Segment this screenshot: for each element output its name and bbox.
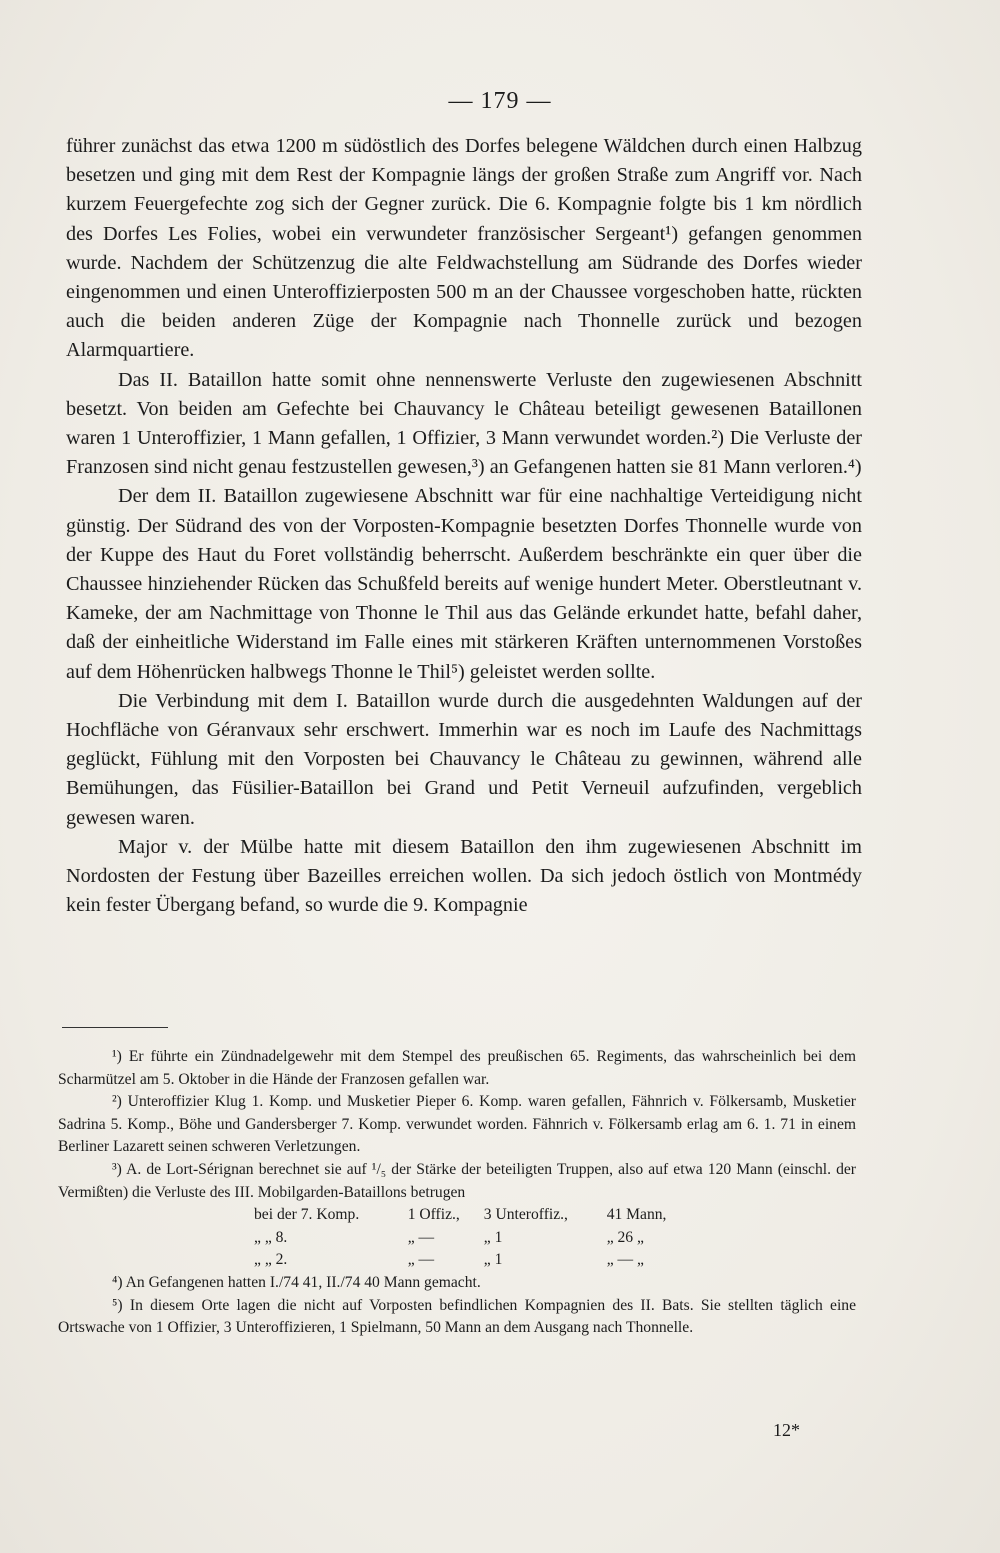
footnote-3-loss-table <box>254 1204 694 1272</box>
table-cell: „ — <box>407 1228 435 1246</box>
signature-mark: 12* <box>773 1420 800 1440</box>
table-cell: 41 Mann, <box>606 1206 667 1224</box>
paragraph-2: Das II. Bataillon hatte somit ohne nennenswerte Verluste den zugewiesenen Abschnitt besetzt. Von beiden am Gefechte bei Chauvancy le Château beteiligt gewesenen Bataillonen waren 1 Unteroffizier, 1 Mann gefallen, 1 Offizier, 3 Mann verwundet worden.²) Die Verluste der Franzosen sind nicht genau festzustellen gewesen,³) an Gefangenen hatten sie 81 Mann verloren.⁴) <box>66 368 862 479</box>
page-number: — 179 — <box>448 88 552 114</box>
footnote-5: ⁵) In diesem Orte lagen die nicht auf Vorposten befindlichen Kompagnien des II. Bats. Sie stellten täglich eine Ortswache von 1 Offizier, 3 Unteroffizieren, 1 Spielmann, 50 Mann an dem Ausgang nach Thonnelle. <box>58 1296 856 1337</box>
table-cell: „ — <box>407 1251 435 1269</box>
table-cell: 1 Offiz., <box>407 1206 460 1224</box>
page-number-header <box>0 88 1000 115</box>
table-cell: „ „ 2. <box>254 1251 288 1269</box>
footnote-1: ¹) Er führte ein Zündnadelgewehr mit dem Stempel des preußischen 65. Regiments, das wahrscheinlich bei dem Scharmützel am 5. Oktober in die Hände der Franzosen gefallen war. <box>58 1048 856 1088</box>
footnote-3: ³) A. de Lort-Sérignan berechnet sie auf ¹/₅ der Stärke der beteiligten Truppen, also auf etwa 120 Mann (einschl. der Vermißten) die Verluste des III. Mobilgarden-Bataillons betrugen <box>58 1160 856 1201</box>
footnote-4: ⁴) An Gefangenen hatten I./74 41, II./74 40 Mann gemacht. <box>112 1273 481 1291</box>
table-cell: „ 1 <box>483 1251 503 1269</box>
table-cell: 3 Unteroffiz., <box>483 1206 568 1224</box>
paragraph-1: führer zunächst das etwa 1200 m südöstlich des Dorfes belegene Wäldchen durch einen Halbzug besetzen und ging mit dem Rest der Kompagnie längs der großen Straße zum Angriff vor. Nach kurzem Feuergefechte zog sich der Gegner zurück. Die 6. Kompagnie folgte bis 1 km nördlich des Dorfes Les Folies, wobei ein verwundeter französischer Sergeant¹) gefangen genommen wurde. Nachdem der Schützenzug die alte Feldwachstellung am Südrande des Dorfes wieder eingenommen und einen Unteroffizierposten 500 m an der Chaussee vorgeschoben hatte, rückten auch die beiden anderen Züge der Kompagnie nach Thonnelle zurück und bezogen Alarmquartiere. <box>66 135 862 362</box>
footnote-2: ²) Unteroffizier Klug 1. Komp. und Musketier Pieper 6. Komp. waren gefallen, Fähnrich v. Fölkersamb, Musketier Sadrina 5. Komp., Böhe und Gandersberger 7. Komp. verwundet worden. Fähnrich v. Fölkersamb erlag am 6. 1. 71 in einem Berliner Lazarett seinen schweren Verletzungen. <box>58 1093 856 1156</box>
paragraph-3: Der dem II. Bataillon zugewiesene Abschnitt war für eine nachhaltige Verteidigung nicht günstig. Der Südrand des von der Vorposten-Kompagnie besetzten Dorfes Thonnelle wurde von der Kuppe des Haut du Foret vollständig beherrscht. Außerdem beschränkte ein quer über die Chaussee hinziehender Rücken das Schußfeld bereits auf wenige hundert Meter. Oberstleutnant v. Kameke, der am Nachmittage von Thonne le Thil aus das Gelände erkundet hatte, befahl daher, daß der einheitliche Widerstand im Falle eines mit stärkeren Kräften unternommenen Vorstoßes auf dem Höhenrücken halbwegs Thonne le Thil⁵) geleistet werden sollte. <box>66 485 862 683</box>
footnotes <box>58 1046 856 1340</box>
table-cell: „ 26 „ <box>606 1228 644 1246</box>
table-cell: bei der 7. Komp. <box>254 1206 360 1224</box>
table-cell: „ — „ <box>606 1251 644 1269</box>
table-row <box>254 1249 694 1272</box>
main-text <box>66 132 862 920</box>
table-row <box>254 1227 694 1250</box>
paragraph-4: Die Verbindung mit dem I. Bataillon wurde durch die ausgedehnten Waldungen auf der Hochfläche von Géranvaux sehr erschwert. Immerhin war es noch im Laufe des Nachmittags geglückt, Fühlung mit den Vorposten bei Chauvancy le Château zu gewinnen, während alle Bemühungen, das Füsilier-Bataillon bei Grand und Petit Verneuil aufzufinden, vergeblich gewesen waren. <box>66 689 862 829</box>
footnote-divider <box>62 1027 168 1028</box>
paragraph-5: Major v. der Mülbe hatte mit diesem Bataillon den ihm zugewiesenen Abschnitt im Nordosten der Festung über Bazeilles erreichen wollen. Da sich jedoch östlich von Montmédy kein fester Übergang befand, so wurde die 9. Kompagnie <box>66 835 862 917</box>
table-row <box>254 1204 694 1227</box>
table-cell: „ 1 <box>483 1228 503 1246</box>
table-cell: „ „ 8. <box>254 1228 288 1246</box>
